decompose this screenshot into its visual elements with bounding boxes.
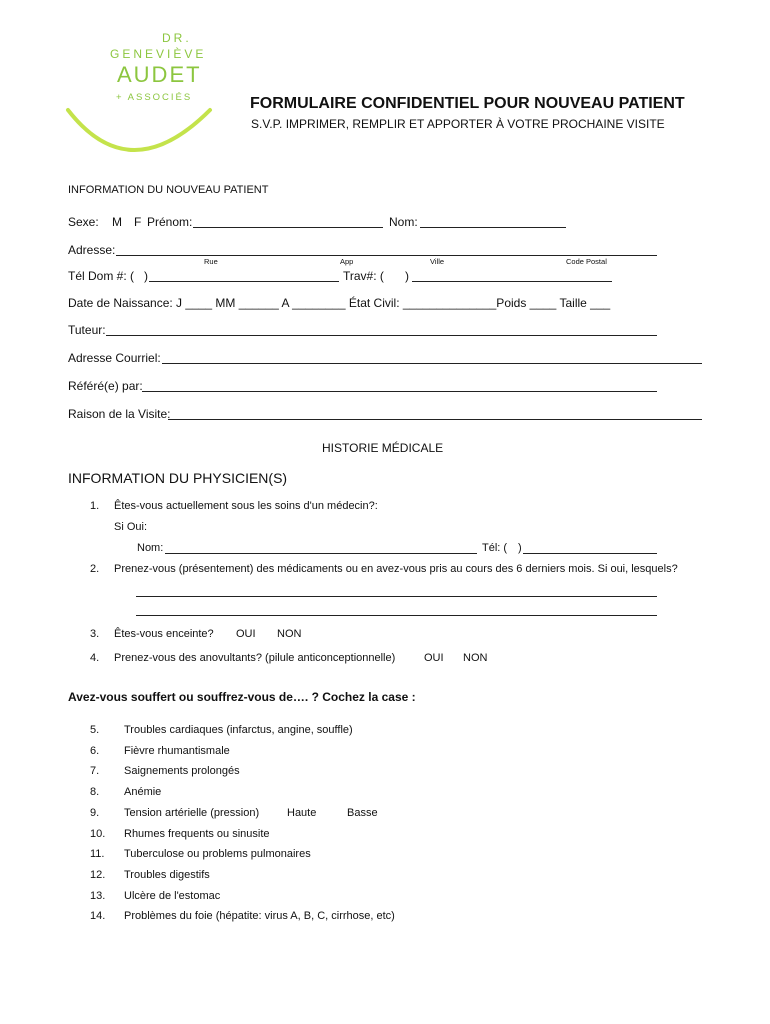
condition-number: 5. bbox=[90, 724, 100, 736]
tel-dom-close: ) bbox=[144, 269, 148, 283]
courriel-label: Adresse Courriel: bbox=[68, 351, 161, 365]
condition-number: 8. bbox=[90, 786, 100, 798]
q3-oui[interactable]: OUI bbox=[236, 628, 256, 640]
condition-number: 14. bbox=[90, 910, 106, 922]
tuteur-label: Tuteur: bbox=[68, 323, 106, 337]
q4-number: 4. bbox=[90, 652, 100, 664]
tension-haute[interactable]: Haute bbox=[287, 807, 317, 819]
condition-number: 10. bbox=[90, 828, 106, 840]
logo-dr: DR. bbox=[162, 31, 192, 45]
q3-text: Êtes-vous enceinte? bbox=[114, 628, 214, 640]
condition-item[interactable]: Tuberculose ou problems pulmonaires bbox=[124, 848, 311, 860]
condition-number: 11. bbox=[90, 848, 105, 860]
q1-number: 1. bbox=[90, 500, 100, 512]
trav-field[interactable] bbox=[412, 281, 612, 282]
trav-label: Trav#: ( bbox=[343, 269, 384, 283]
sexe-label: Sexe: bbox=[68, 215, 99, 229]
condition-number: 9. bbox=[90, 807, 100, 819]
nom-label: Nom: bbox=[389, 215, 418, 229]
medecin-tel-field[interactable] bbox=[523, 553, 657, 554]
condition-item[interactable]: Tension artérielle (pression) bbox=[124, 807, 260, 819]
sexe-m[interactable]: M bbox=[112, 215, 122, 229]
condition-item[interactable]: Fièvre rhumantismale bbox=[124, 745, 230, 757]
q2-text: Prenez-vous (présentement) des médicaments ou en avez-vous pris au cours des 6 derniers mois. Si oui, lesquels? bbox=[114, 563, 678, 575]
condition-item[interactable]: Ulcère de l'estomac bbox=[124, 890, 221, 902]
q3-non[interactable]: NON bbox=[277, 628, 302, 640]
condition-number: 6. bbox=[90, 745, 100, 757]
form-subtitle: S.V.P. IMPRIMER, REMPLIR ET APPORTER À VOTRE PROCHAINE VISITE bbox=[251, 117, 665, 131]
patient-section-title: INFORMATION DU NOUVEAU PATIENT bbox=[68, 184, 269, 196]
tel-dom-label: Tél Dom #: ( bbox=[68, 269, 135, 283]
condition-item[interactable]: Anémie bbox=[124, 786, 162, 798]
physicien-heading: INFORMATION DU PHYSICIEN(S) bbox=[68, 470, 288, 486]
refere-field[interactable] bbox=[142, 391, 657, 392]
q2-answer-line-2[interactable] bbox=[136, 615, 657, 616]
trav-close: ) bbox=[405, 269, 409, 283]
q4-oui[interactable]: OUI bbox=[424, 652, 444, 664]
q2-answer-line-1[interactable] bbox=[136, 596, 657, 597]
condition-item[interactable]: Rhumes frequents ou sinusite bbox=[124, 828, 270, 840]
condition-item[interactable]: Troubles cardiaques (infarctus, angine, souffle) bbox=[124, 724, 353, 736]
logo-associes: + ASSOCIÉS bbox=[116, 92, 193, 103]
adresse-rue-caption: Rue bbox=[204, 257, 218, 266]
historie-heading: HISTORIE MÉDICALE bbox=[322, 441, 444, 455]
condition-item[interactable]: Saignements prolongés bbox=[124, 765, 240, 777]
medecin-nom-label: Nom: bbox=[137, 542, 164, 554]
q1-text: Êtes-vous actuellement sous les soins d'un médecin?: bbox=[114, 500, 378, 512]
logo-last-name: AUDET bbox=[117, 62, 202, 87]
si-oui-label: Si Oui: bbox=[114, 521, 148, 533]
medecin-tel-close: ) bbox=[518, 542, 522, 554]
condition-number: 7. bbox=[90, 765, 100, 777]
q4-text: Prenez-vous des anovultants? (pilule anticonceptionnelle) bbox=[114, 652, 396, 664]
form-title: FORMULAIRE CONFIDENTIEL POUR NOUVEAU PATIENT bbox=[250, 95, 685, 112]
adresse-code-postal-caption: Code Postal bbox=[566, 257, 607, 266]
courriel-field[interactable] bbox=[162, 363, 702, 364]
q4-non[interactable]: NON bbox=[463, 652, 488, 664]
refere-label: Référé(e) par: bbox=[68, 379, 143, 393]
adresse-app-caption: App bbox=[340, 257, 354, 266]
q3-number: 3. bbox=[90, 628, 100, 640]
condition-number: 12. bbox=[90, 869, 106, 881]
tel-dom-field[interactable] bbox=[149, 281, 339, 282]
prenom-field[interactable] bbox=[193, 227, 383, 228]
medecin-nom-field[interactable] bbox=[165, 553, 477, 554]
adresse-label: Adresse: bbox=[68, 243, 116, 257]
adresse-field[interactable] bbox=[116, 255, 657, 256]
sexe-f[interactable]: F bbox=[134, 215, 142, 229]
conditions-heading: Avez-vous souffert ou souffrez-vous de…. ? Cochez la case : bbox=[68, 690, 416, 704]
logo-arc bbox=[60, 95, 220, 160]
nom-field[interactable] bbox=[420, 227, 566, 228]
raison-label: Raison de la Visite: bbox=[68, 407, 171, 421]
adresse-ville-caption: Ville bbox=[430, 257, 445, 266]
condition-number: 13. bbox=[90, 890, 106, 902]
prenom-label: Prénom: bbox=[147, 215, 193, 229]
condition-item[interactable]: Problèmes du foie (hépatite: virus A, B, C, cirrhose, etc) bbox=[124, 910, 395, 922]
logo-first-name: GENEVIÈVE bbox=[110, 47, 207, 61]
tuteur-field[interactable] bbox=[106, 335, 657, 336]
condition-item[interactable]: Troubles digestifs bbox=[124, 869, 210, 881]
q2-number: 2. bbox=[90, 563, 100, 575]
raison-field[interactable] bbox=[168, 419, 702, 420]
medecin-tel-label: Tél: ( bbox=[482, 542, 508, 554]
tension-basse[interactable]: Basse bbox=[347, 807, 378, 819]
naissance-row[interactable]: Date de Naissance: J ____ MM ______ A ________ État Civil: ______________Poids ____ Taille ___ bbox=[68, 296, 611, 310]
